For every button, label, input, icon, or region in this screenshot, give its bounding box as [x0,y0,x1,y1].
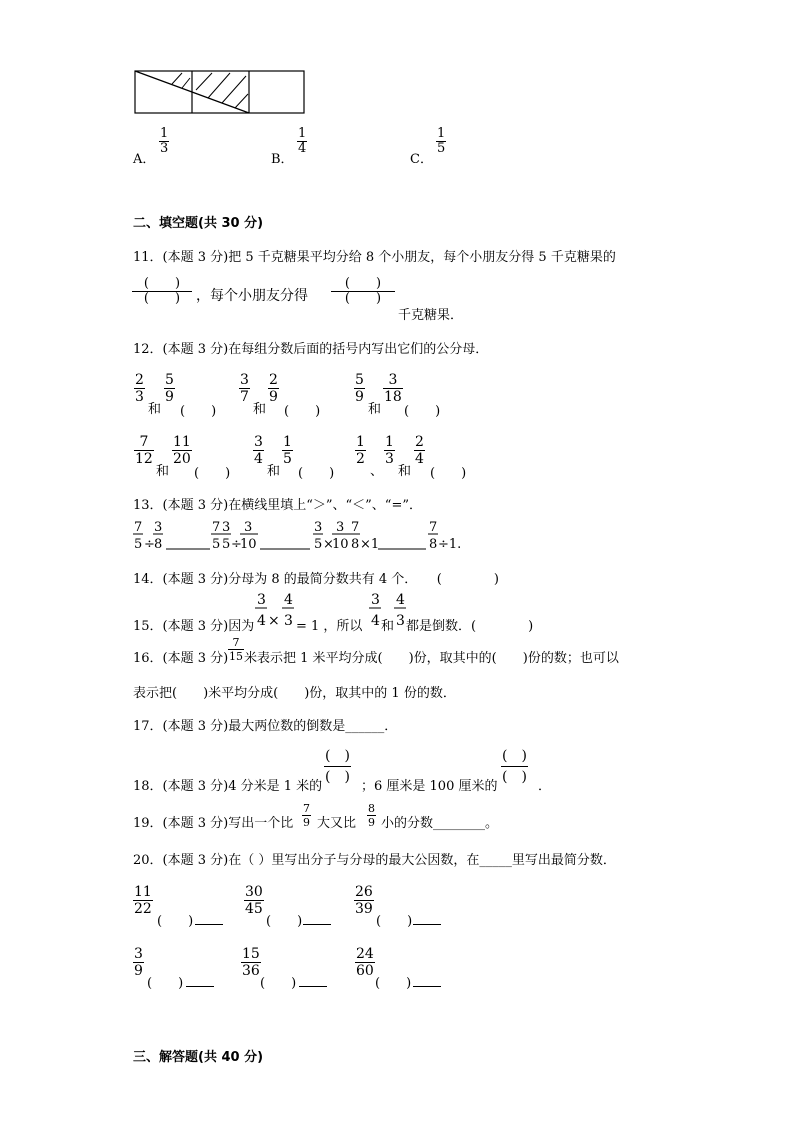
question-16-line2: 表示把( )米平均分成( )份，取其中的 1 份的数． [133,686,456,701]
svg-text:3: 3 [154,520,163,535]
question-18-pre: 18．(本题 3 分)4 分米是 1 米的 [133,779,323,794]
svg-text:10: 10 [240,537,257,552]
svg-text:8: 8 [154,537,163,552]
svg-text:8: 8 [429,537,438,552]
svg-text:4: 4 [371,613,380,629]
svg-text:3: 3 [336,520,345,535]
fraction: $\frac{1}{2}$ [356,434,365,467]
answer-paren[interactable]: ( ) [194,466,231,481]
svg-text:3: 3 [371,592,380,608]
question-19-pre: 19．(本题 3 分)写出一个比 [133,816,294,831]
gcf-paren[interactable]: ( ) [376,914,413,929]
question-12-text: 12．(本题 3 分)在每组分数后面的括号内写出它们的公分母． [133,342,489,357]
fraction: $\frac{30}{45}$ [245,884,263,917]
svg-text:5: 5 [222,537,231,552]
fraction: $\frac{2}{3}$ [135,372,144,405]
q18-fraction-blank-2[interactable]: ( ) ( ) [502,748,527,785]
fraction: $\frac{7}{12}$ [135,434,153,467]
question-19-post: 小的分数________。 [381,816,499,831]
q11-tail-text: 千克糖果． [398,308,464,323]
gcf-paren[interactable]: ( ) [147,976,184,991]
svg-text:5: 5 [134,537,143,552]
fraction: $\frac{3}{4}$ [254,434,263,467]
and-text: 和 [156,464,170,479]
simplest-fraction-blank[interactable] [413,972,441,987]
svg-text:5: 5 [314,537,323,552]
svg-text:8: 8 [351,537,360,552]
dun-text: 、 [370,464,384,479]
option-letter: C． [410,152,433,167]
question-20-text: 20．(本题 3 分)在（ ）里写出分子与分母的最大公因数，在_____里写出最简分数． [133,853,616,868]
answer-paren[interactable]: ( ) [298,466,335,481]
fraction: $\frac{24}{60}$ [356,946,374,979]
q11-fraction-blank-1[interactable]: ( ) ( ) [133,277,191,306]
and-text: 和 [368,402,382,417]
question-16-pre: 16．(本题 3 分) [133,651,229,666]
svg-text:3: 3 [257,592,266,608]
question-15-pre: 15．(本题 3 分)因为 [133,619,255,634]
fraction: $\frac{2}{4}$ [415,434,424,467]
svg-text:3: 3 [284,613,293,629]
and-text: 和 [398,464,412,479]
svg-text:÷: ÷ [144,537,155,552]
option-fraction: $\frac{1}{5}$ [437,126,446,156]
simplest-fraction-blank[interactable] [413,910,441,925]
q18-fraction-blank-1[interactable]: ( ) ( ) [325,748,350,785]
gcf-paren[interactable]: ( ) [260,976,297,991]
and-text: 和 [267,464,281,479]
fraction: $\frac{3}{18}$ [384,372,402,405]
fraction: $\frac{2}{9}$ [269,372,278,405]
svg-text:7: 7 [134,520,143,535]
answer-paren[interactable]: ( ) [404,404,441,419]
and-text: 和 [148,402,162,417]
fraction: $\frac{3}{9}$ [134,946,143,979]
svg-text:3: 3 [314,520,323,535]
gcf-paren[interactable]: ( ) [375,976,412,991]
fraction: $\frac{5}{9}$ [165,372,174,405]
svg-text:4: 4 [284,592,293,608]
question-16-line1: 米表示把 1 米平均分成( )份，取其中的( )份的数；也可以 [244,651,619,666]
question-17-text: 17．(本题 3 分)最大两位数的倒数是______． [133,719,398,734]
option-fraction: $\frac{1}{4}$ [298,126,307,156]
question-15-eq: = 1 ，所以 [296,619,363,634]
gcf-paren[interactable]: ( ) [266,914,303,929]
section-heading: 三、解答题(共 40 分) [133,1050,264,1065]
svg-text:3: 3 [396,613,405,629]
svg-text:7: 7 [351,520,360,535]
question-11-text: 11．(本题 3 分)把 5 千克糖果平均分给 8 个小朋友，每个小朋友分得 5 千克糖果的 [133,250,616,265]
option-fraction: $\frac{1}{3}$ [160,126,169,156]
simplest-fraction-blank[interactable] [303,910,331,925]
question-18-end: ． [538,779,552,794]
fraction: $\frac{11}{22}$ [134,884,152,917]
svg-text:5: 5 [212,537,221,552]
svg-text:×: × [323,537,334,552]
q19-fraction-1: $\frac{7}{9}$ [303,802,310,829]
simplest-fraction-blank[interactable] [299,972,327,987]
svg-text:4: 4 [257,613,266,629]
answer-paren[interactable]: ( ) [180,404,217,419]
answer-paren[interactable]: ( ) [284,404,321,419]
svg-text:×1: ×1 [360,537,380,552]
q16-fraction: $\frac{7}{15}$ [229,636,243,663]
svg-text:3: 3 [244,520,253,535]
section-heading: 二、填空题(共 30 分) [133,216,264,231]
svg-text:4: 4 [396,592,405,608]
option-letter: B． [271,152,294,167]
question-15-post: 都是倒数．( ) [406,619,534,634]
simplest-fraction-blank[interactable] [186,972,214,987]
fraction: $\frac{15}{36}$ [242,946,260,979]
svg-text:×: × [268,613,280,629]
q11-mid-text: ，每个小朋友分得 [196,288,308,304]
fraction: $\frac{1}{3}$ [385,434,394,467]
simplest-fraction-blank[interactable] [195,910,223,925]
gcf-paren[interactable]: ( ) [157,914,194,929]
q19-fraction-2: $\frac{8}{9}$ [368,802,375,829]
q13-expressions [130,516,470,556]
svg-text:3: 3 [222,520,231,535]
svg-text:7: 7 [212,520,221,535]
svg-text:÷1.: ÷1. [438,537,462,552]
and-text: 和 [253,402,267,417]
q11-fraction-blank-2[interactable]: ( ) ( ) [332,277,394,306]
fraction: $\frac{26}{39}$ [355,884,373,917]
question-19-mid: 大又比 [317,816,357,831]
question-14-text: 14．(本题 3 分)分母为 8 的最简分数共有 4 个． ( ) [133,572,499,587]
svg-text:10: 10 [332,537,349,552]
option-letter: A． [133,152,156,167]
answer-paren[interactable]: ( ) [430,466,467,481]
svg-text:÷: ÷ [231,537,242,552]
question-18-mid: ；6 厘米是 100 厘米的 [361,779,498,794]
fraction: $\frac{1}{5}$ [283,434,292,467]
fraction: $\frac{5}{9}$ [355,372,364,405]
svg-text:7: 7 [429,520,438,535]
fraction: $\frac{3}{7}$ [240,372,249,405]
fraction: $\frac{11}{20}$ [173,434,191,467]
question-13-text: 13．(本题 3 分)在横线里填上“＞”、“＜”、“=”． [133,498,422,513]
question-15-and: 和 [381,619,395,634]
q10-figure [134,70,306,115]
